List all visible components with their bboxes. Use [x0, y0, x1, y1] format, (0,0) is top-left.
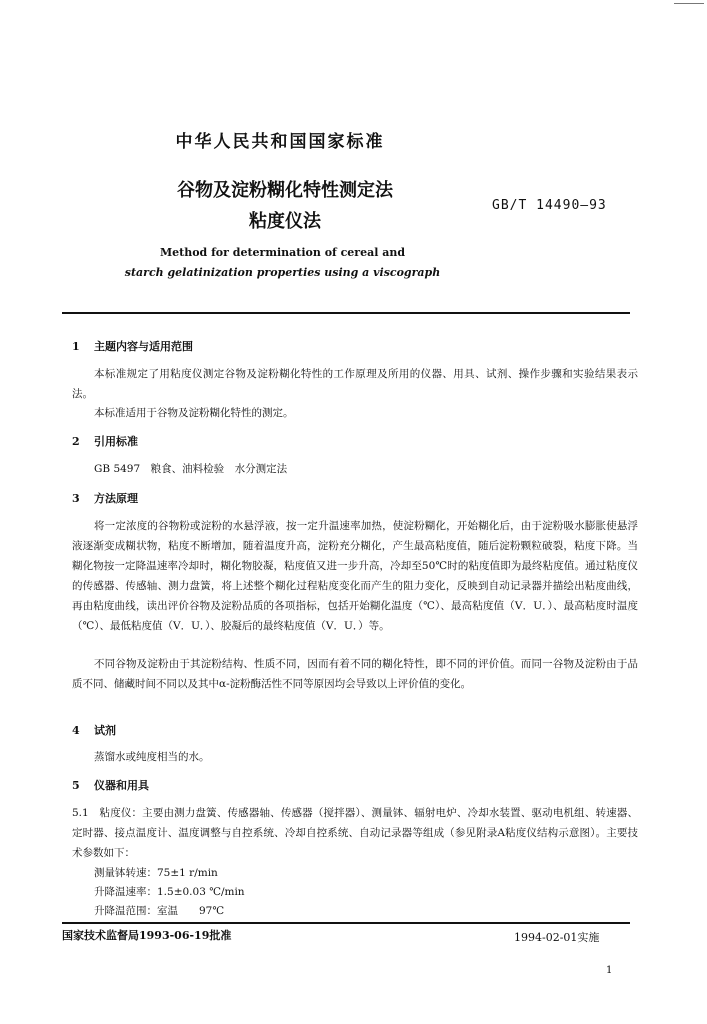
section-4-text: 蒸馏水或纯度相当的水。: [94, 751, 210, 763]
section-2-heading: [72, 433, 138, 449]
implementation-date: 1994-02-01实施: [514, 931, 600, 944]
title-en-line2-text: starch gelatinization properties using a viscograph: [124, 266, 441, 279]
param-rotation-speed: 测量钵转速：75±1 r/min: [94, 867, 218, 879]
section-5-heading: [72, 777, 149, 793]
section-1-para-1: 本标准规定了用粘度仪测定谷物及淀粉糊化特性的工作原理及所用的仪器、用具、试剂、操作步骤和实验结果表示法。: [72, 368, 638, 400]
title-cn-line1: 谷物及淀粉糊化特性测定法: [177, 180, 393, 201]
section-3-number: 3: [72, 492, 80, 505]
title-cn-line2: 粘度仪法: [249, 211, 321, 232]
section-1-number: 1: [72, 340, 80, 353]
section-2-title: 引用标准: [94, 435, 138, 448]
section-4-heading: [72, 722, 116, 738]
section-4-number: 4: [72, 724, 80, 737]
section-3-heading: [72, 490, 138, 506]
standard-code: GB/T 14490—93: [492, 198, 607, 213]
corner-scan-mark: [674, 3, 704, 4]
section-1-heading: [72, 338, 193, 354]
section-1-para-2: 本标准适用于谷物及淀粉糊化特性的测定。: [94, 407, 294, 419]
section-3-title: 方法原理: [94, 492, 138, 505]
section-3-para-1: 将一定浓度的谷物粉或淀粉的水悬浮液，按一定升温速率加热，使淀粉糊化，开始糊化后，由于淀粉吸水膨胀使悬浮液逐渐变成糊状物，粘度不断增加，随着温度升高，淀粉充分糊化，产生最高粘度值，随后淀粉颗粒破裂，粘度下降。当糊化物按一定降温速率冷却时，糊化物胶凝，粘度值又进一步升高，冷却至50℃时的粘度值即为最终粘度值。通过粘度仪的传感器、传感轴、测力盘簧，将上述整个糊化过程粘度变化而产生的阻力变化，反映到自动记录器并描绘出粘度曲线，再由粘度曲线，读出评价谷物及淀粉品质的各项指标，包括开始糊化温度（℃）、最高粘度值（V．U．）、最高粘度时温度（℃）、最低粘度值（V．U．）、胶凝后的最终粘度值（V．U．）等。: [72, 520, 638, 632]
section-2-number: 2: [72, 435, 80, 448]
section-2-reference: GB 5497 粮食、油料检验 水分测定法: [94, 463, 288, 475]
approval-date: 国家技术监督局1993-06-19批准: [62, 929, 232, 942]
page-number: 1: [606, 965, 613, 976]
title-en-line1: Method for determination of cereal and: [159, 246, 406, 259]
section-1-title: 主题内容与适用范围: [94, 340, 193, 353]
header-rule: [62, 312, 630, 314]
section-5-title: 仪器和用具: [94, 779, 149, 792]
param-temperature-range: 升降温范围：室温 97℃: [94, 905, 225, 917]
footer-rule: [62, 922, 630, 924]
section-5-1-para: 5.1 粘度仪：主要由测力盘簧、传感器轴、传感器（搅拌器）、测量钵、辐射电炉、冷却水装置、驱动电机组、转速器、定时器、接点温度计、温度调整与自控系统、冷却自控系统、自动记录器等组成（参见附录A粘度仪结构示意图）。主要技术参数如下：: [72, 807, 638, 859]
section-3-para-2: 不同谷物及淀粉由于其淀粉结构、性质不同，因而有着不同的糊化特性，即不同的评价值。而同一谷物及淀粉由于品质不同、储藏时间不同以及其中α-淀粉酶活性不同等原因均会导致以上评价值的变化。: [72, 658, 638, 690]
national-standard-header: 中华人民共和国国家标准: [175, 132, 385, 152]
section-5-number: 5: [72, 779, 80, 792]
param-heating-rate: 升降温速率：1.5±0.03 ℃/min: [94, 886, 245, 898]
title-en-line2: [0, 266, 565, 279]
section-4-title: 试剂: [94, 724, 116, 737]
